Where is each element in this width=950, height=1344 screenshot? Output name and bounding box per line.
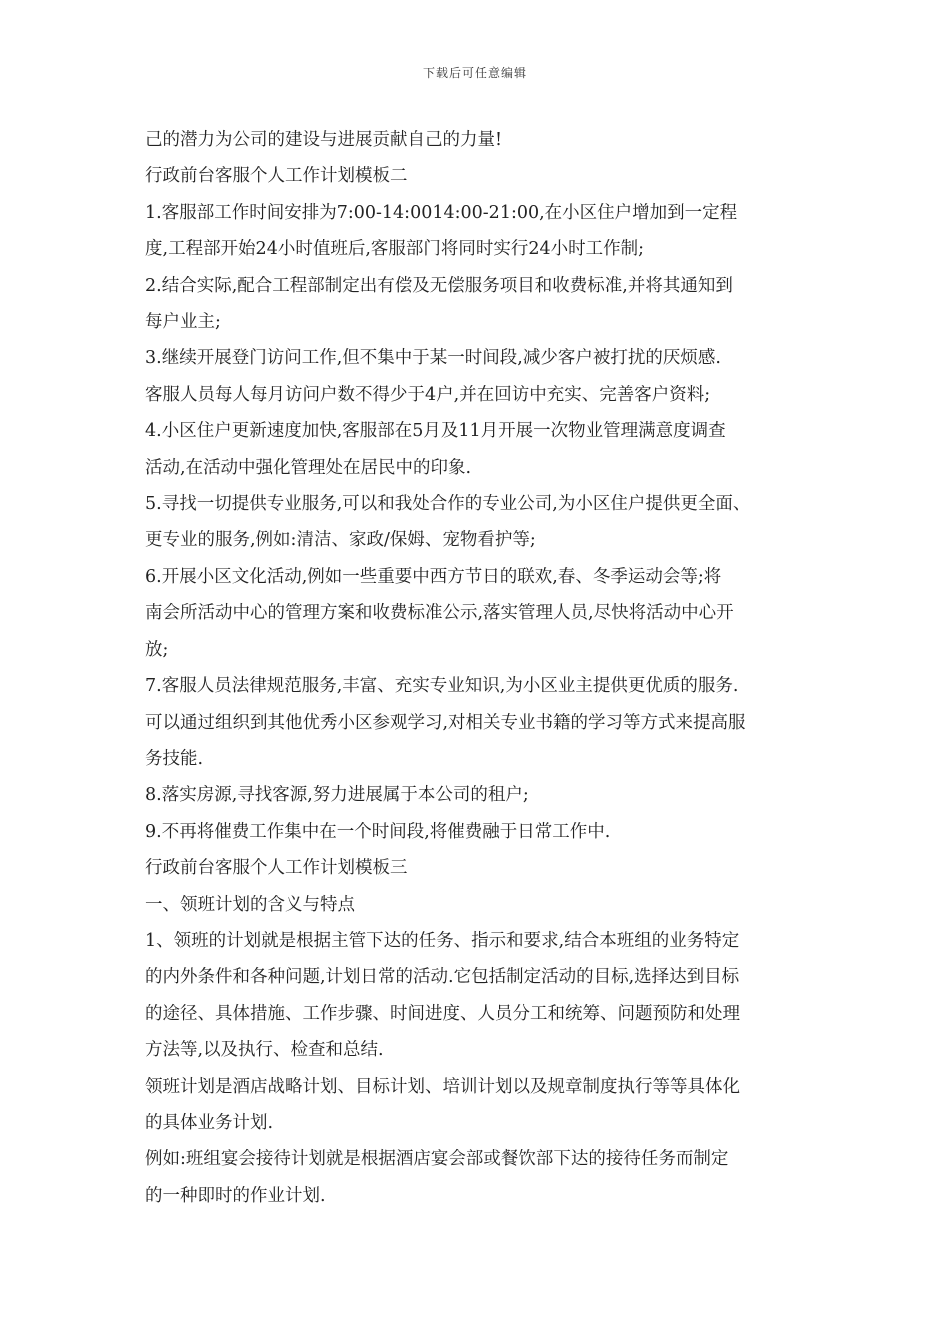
subsection-heading: 一、领班计划的含义与特点	[145, 894, 355, 915]
text-line: 南会所活动中心的管理方案和收费标准公示,落实管理人员,尽快将活动中心开	[145, 603, 734, 624]
text-line: 1、领班的计划就是根据主管下达的任务、指示和要求,结合本班组的业务特定	[145, 930, 740, 951]
document-body	[145, 122, 825, 1214]
text-line: 务技能.	[145, 748, 204, 769]
text-line: 的具体业务计划.	[145, 1112, 274, 1133]
text-line: 放;	[145, 639, 169, 660]
section-heading: 行政前台客服个人工作计划模板三	[145, 858, 408, 879]
page-header: 下载后可任意编辑	[422, 66, 527, 80]
text-line: 4.小区住户更新速度加快,客服部在5月及11月开展一次物业管理满意度调查	[145, 421, 726, 442]
text-line: 方法等,以及执行、检查和总结.	[145, 1040, 384, 1061]
text-line: 6.开展小区文化活动,例如一些重要中西方节日的联欢,春、冬季运动会等;将	[145, 566, 722, 587]
text-line: 2.结合实际,配合工程部制定出有偿及无偿服务项目和收费标准,并将其通知到	[145, 275, 733, 296]
text-line: 客服人员每人每月访问户数不得少于4户,并在回访中充实、完善客户资料;	[145, 384, 711, 405]
section-heading: 行政前台客服个人工作计划模板二	[145, 166, 408, 187]
text-line: 活动,在活动中强化管理处在居民中的印象.	[145, 457, 472, 478]
text-line: 8.落实房源,寻找客源,努力进展属于本公司的租户;	[145, 785, 529, 806]
text-line: 9.不再将催费工作集中在一个时间段,将催费融于日常工作中.	[145, 821, 611, 842]
text-line: 每户业主;	[145, 312, 221, 333]
text-line: 7.客服人员法律规范服务,丰富、充实专业知识,为小区业主提供更优质的服务.	[145, 676, 739, 697]
text-line: 可以通过组织到其他优秀小区参观学习,对相关专业书籍的学习等方式来提高服	[145, 712, 746, 733]
text-line: 例如:班组宴会接待计划就是根据酒店宴会部或餐饮部下达的接待任务而制定	[145, 1149, 729, 1170]
text-line: 的内外条件和各种问题,计划日常的活动.它包括制定活动的目标,选择达到目标	[145, 967, 740, 988]
text-line: 领班计划是酒店战略计划、目标计划、培训计划以及规章制度执行等等具体化	[145, 1076, 740, 1097]
text-line: 1.客服部工作时间安排为7:00-14:0014:00-21:00,在小区住户增加到一定程	[145, 202, 738, 223]
text-line: 的一种即时的作业计划.	[145, 1185, 326, 1206]
text-line: 的途径、具体措施、工作步骤、时间进度、人员分工和统筹、问题预防和处理	[145, 1003, 740, 1024]
text-line: 更专业的服务,例如:清洁、家政/保姆、宠物看护等;	[145, 530, 536, 551]
text-line: 5.寻找一切提供专业服务,可以和我处合作的专业公司,为小区住户提供更全面、	[145, 494, 751, 515]
text-line: 度,工程部开始24小时值班后,客服部门将同时实行24小时工作制;	[145, 239, 645, 260]
text-line: 3.继续开展登门访问工作,但不集中于某一时间段,减少客户被打扰的厌烦感.	[145, 348, 721, 369]
text-line: 己的潜力为公司的建设与进展贡献自己的力量!	[145, 130, 503, 150]
